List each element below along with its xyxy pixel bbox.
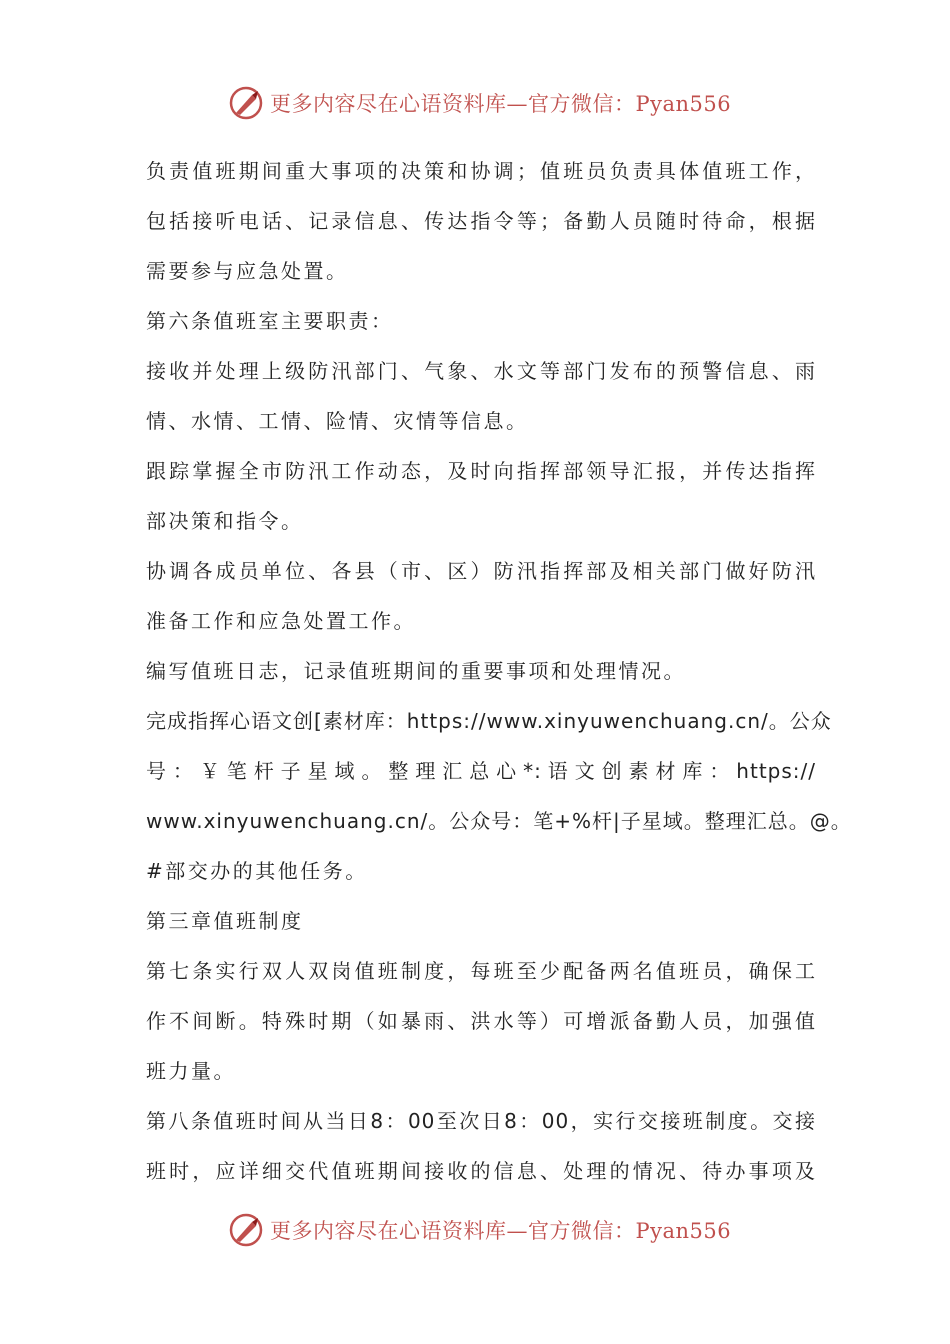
footer-banner [228, 1210, 748, 1250]
text-line: 完成指挥心语文创[素材库：https://www.xinyuwenchuang.cn/。公众 [146, 709, 832, 733]
text-line: 号：￥笔杆子星域。整理汇总心*:语文创素材库：https:// [146, 759, 816, 783]
text-line: 第七条实行双人双岗值班制度，每班至少配备两名值班员，确保工 [146, 959, 816, 983]
text-line: 第八条值班时间从当日8：00至次日8：00，实行交接班制度。交接 [146, 1109, 816, 1133]
text-line: 部决策和指令。 [146, 509, 304, 533]
text-line: 协调各成员单位、各县（市、区）防汛指挥部及相关部门做好防汛 [146, 559, 816, 583]
text-line: 接收并处理上级防汛部门、气象、水文等部门发布的预警信息、雨 [146, 359, 816, 383]
chapter-heading: 第三章值班制度 [146, 909, 304, 933]
footer-banner-text: 更多内容尽在心语资料库—官方微信：Pyan556 [270, 1219, 732, 1243]
text-line: 班时，应详细交代值班期间接收的信息、处理的情况、待办事项及 [146, 1159, 816, 1183]
text-line: 跟踪掌握全市防汛工作动态，及时向指挥部领导汇报，并传达指挥 [146, 459, 816, 483]
text-line: 情、水情、工情、险情、灾情等信息。 [146, 409, 529, 433]
text-line: 需要参与应急处置。 [146, 259, 349, 283]
text-line: 负责值班期间重大事项的决策和协调；值班员负责具体值班工作， [146, 159, 816, 183]
text-line: 准备工作和应急处置工作。 [146, 609, 416, 633]
text-line: 编写值班日志，记录值班期间的重要事项和处理情况。 [146, 659, 686, 683]
text-line: 班力量。 [146, 1059, 236, 1083]
text-line: 作不间断。特殊时期（如暴雨、洪水等）可增派备勤人员，加强值 [146, 1009, 816, 1033]
document-body [146, 146, 852, 1196]
text-line: 包括接听电话、记录信息、传达指令等；备勤人员随时待命，根据 [146, 209, 816, 233]
pen-nib-logo-icon [228, 85, 264, 121]
header-banner-text: 更多内容尽在心语资料库—官方微信：Pyan556 [270, 92, 732, 116]
header-banner [228, 83, 748, 123]
pen-nib-logo-icon [228, 1212, 264, 1248]
text-line: #部交办的其他任务。 [146, 859, 368, 883]
section-heading: 第六条值班室主要职责： [146, 309, 394, 333]
text-line: www.xinyuwenchuang.cn/。公众号：笔+%杆|子星域。整理汇总。@。 [146, 809, 852, 833]
